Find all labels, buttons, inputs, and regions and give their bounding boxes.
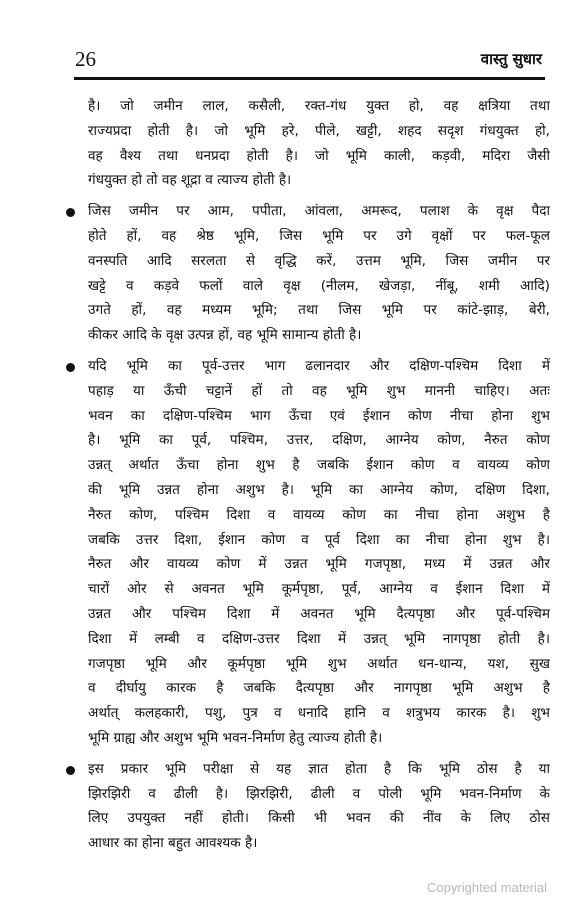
paragraph: [88, 354, 550, 751]
text-line: गंधयुक्त हो तो वह शूद्रा व त्याज्य होती है।: [88, 172, 292, 189]
text-line: की भूमि उन्नत होना अशुभ है। भूमि का आग्नेय कोण, दक्षिण दिशा,: [88, 481, 550, 498]
copyright-watermark: Copyrighted material: [427, 880, 547, 895]
bullet-icon: [66, 766, 75, 775]
header-rule: [74, 77, 545, 80]
paragraph: [88, 94, 550, 193]
paragraph: [88, 199, 550, 348]
text-line: भवन का दक्षिण-पश्चिम भाग ऊँचा एवं ईशान कोण नीचा होना शुभ: [88, 407, 550, 424]
text-line: जबकि उत्तर दिशा, ईशान कोण व पूर्व दिशा का नीचा होना शुभ है।: [88, 531, 550, 548]
bullet-icon: [66, 363, 75, 372]
text-line: लिए उपयुक्त नहीं होती। किसी भी भवन की नींव के लिए ठोस: [88, 810, 550, 827]
text-line: इस प्रकार भूमि परीक्षा से यह ज्ञात होता है कि भूमि ठोस है या: [88, 760, 550, 777]
paragraph: [88, 757, 550, 856]
text-line: वह वैश्य तथा धनप्रदा होती है। जो भूमि काली, कड़वी, मदिरा जैसी: [88, 147, 550, 164]
text-line: राज्यप्रदा होती है। जो भूमि हरे, पीले, खट्टी, शहद सदृश गंधयुक्त हो,: [88, 122, 550, 139]
text-line: होते हों, वह श्रेष्ठ भूमि, जिस भूमि पर उगे वृक्षों पर फल-फूल: [88, 227, 550, 244]
text-line: अर्थात् कलहकारी, पशु, पुत्र व धनादि हानि व शत्रुभय कारक है। शुभ: [88, 705, 550, 722]
text-line: नैरुत कोण, पश्चिम दिशा व वायव्य कोण का नीचा होना अशुभ है: [88, 506, 550, 523]
page-number: 26: [75, 47, 96, 71]
text-line: खट्टे व कड़वे फलों वाले वृक्ष (नीलम, खेजड़ा, नींबू, शमी आदि): [88, 277, 550, 294]
text-line: दिशा में लम्बी व दक्षिण-उत्तर दिशा में उन्नत् भूमि नागपृष्ठा होती है।: [88, 630, 550, 647]
text-line: है। भूमि का पूर्व, पश्चिम, उत्तर, दक्षिण, आग्नेय कोण, नैरुत कोण: [88, 432, 550, 449]
text-line: आधार का होना बहुत आवश्यक है।: [88, 835, 258, 852]
text-line: उन्नत् अर्थात ऊँचा होना शुभ है जबकि ईशान कोण व वायव्य कोण: [88, 457, 550, 474]
running-title: वास्तु सुधार: [480, 50, 542, 68]
text-line: गजपृष्ठा भूमि और कूर्मपृष्ठा भूमि शुभ अर्थात धन-धान्य, यश, सुख: [88, 655, 550, 672]
text-line: उगते हों, वह मध्यम भूमि; तथा जिस भूमि पर कांटे-झाड़, बेरी,: [88, 302, 550, 319]
text-line: नैरुत और वायव्य कोण में उन्नत भूमि गजपृष्ठा, मध्य में उन्नत और: [88, 556, 550, 573]
text-line: चारों ओर से अवनत भूमि कूर्मपृष्ठा, पूर्व, आग्नेय व ईशान दिशा में: [88, 581, 550, 598]
text-line: पहाड़ या ऊँची चट्टानें हों तो वह भूमि शुभ माननी चाहिए। अतः: [88, 382, 550, 399]
text-line: है। जो जमीन लाल, कसैली, रक्त-गंध युक्त हो, वह क्षत्रिया तथा: [88, 98, 550, 114]
page-body: [88, 94, 550, 856]
text-line: झिरझिरी व ढीली है। झिरझिरी, ढीली व पोली भूमि भवन-निर्माण के: [88, 785, 550, 802]
text-line: यदि भूमि का पूर्व-उत्तर भाग ढलानदार और दक्षिण-पश्चिम दिशा में: [88, 357, 550, 374]
text-line: उन्नत और पश्चिम दिशा में अवनत भूमि दैत्यपृष्ठा और पूर्व-पश्चिम: [88, 605, 550, 622]
text-line: भूमि ग्राह्य और अशुभ भूमि भवन-निर्माण हेतु त्याज्य होती है।: [88, 729, 383, 746]
text-line: कीकर आदि के वृक्ष उत्पन्न हों, वह भूमि सामान्य होती है।: [88, 327, 362, 344]
bullet-icon: [66, 208, 75, 217]
text-line: व दीर्घायु कारक है जबकि दैत्यपृष्ठा और नागपृष्ठा भूमि अशुभ है: [88, 680, 550, 697]
text-line: जिस जमीन पर आम, पपीता, आंवला, अमरूद, पलाश के वृक्ष पैदा: [88, 203, 550, 220]
text-line: वनस्पति आदि सरलता से वृद्धि करें, उत्तम भूमि, जिस जमीन पर: [88, 252, 550, 269]
